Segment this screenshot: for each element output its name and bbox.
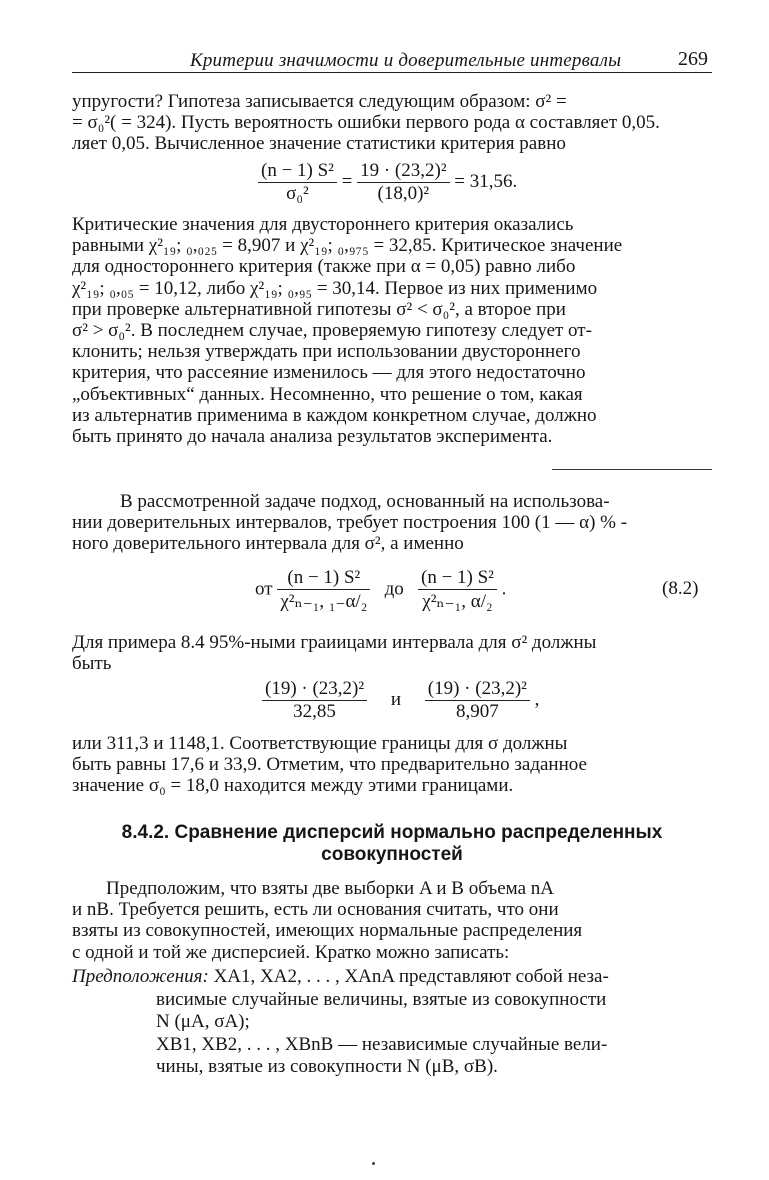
- assumptions-label: Предположения:: [72, 966, 209, 987]
- text-line: висимые случайные величины, взятые из совокупности: [156, 988, 607, 1010]
- fraction: $\frac{\text{(19) · (23,2)²}}{32,85}$: [262, 678, 367, 723]
- paragraph-1: [72, 91, 712, 155]
- text-line: χ²₁₉; ₀,₀₅ = 10,12, либо χ²₁₉; ₀,₉₅ = 30,14. Первое из них применимо: [72, 277, 598, 299]
- text-line: из альтернатив применима в каждом конкретном случае, должно: [72, 404, 597, 426]
- fraction: $\frac{\text{(n − 1) S²}}{\text{χ²ₙ₋₁, ₁₋α/₂}}$: [277, 567, 370, 613]
- text-line: ляет 0,05. Вычисленное значение статистики критерия равно: [72, 133, 566, 155]
- text-line: Для примера 8.4 95%-ными граиицами интервала для σ² должны: [72, 632, 597, 653]
- page-number: 269: [678, 48, 708, 70]
- page-mark: [372, 1162, 375, 1165]
- text-line: ного доверительного интервала для σ², а именно: [72, 533, 464, 555]
- text-line: Критические значения для двустороннего критерия оказались: [72, 214, 574, 235]
- section-heading: 8.4.2. Сравнение дисперсий нормально распределенных совокупностей: [121, 822, 663, 865]
- text-line: или 311,3 и 1148,1. Соответствующие границы для σ должны: [72, 733, 568, 754]
- text-line: нии доверительных интервалов, требует построения 100 (1 — α) % -: [72, 512, 628, 534]
- interval-formula: от $\frac{\text{(n − 1) S²}}{\text{χ²ₙ₋₁, ₁₋α/₂}}$ до $\frac{\text{(n − 1) S²}}{\text{χ²ₙ₋₁, α/₂}}$ .: [255, 567, 507, 612]
- fraction: $\frac{\text{(n − 1) S²}}{\text{χ²ₙ₋₁, α/₂}}$: [418, 567, 497, 613]
- text-line: критерия, что рассеяние изменилось — для этого недостаточно: [72, 362, 586, 384]
- text-line: чины, взятые из совокупности N (μB, σB).: [156, 1056, 498, 1077]
- text-line: быть принято до начала анализа результатов эксперимента.: [72, 426, 553, 448]
- text-line: σ² > σ₀². В последнем случае, проверяемую гипотезу следует от-: [72, 320, 592, 342]
- fraction: $\frac{\text{19 · (23,2)²}}{\text{(18,0)²}}$: [357, 160, 449, 205]
- text-line: В рассмотренной задаче подход, основанный на использова-: [120, 491, 610, 512]
- paragraph-6: [72, 878, 712, 963]
- running-title: Критерии значимости и доверительные интервалы: [190, 50, 622, 71]
- text-line: клонить; нельзя утверждать при использовании двустороннего: [72, 341, 581, 363]
- paragraph-3: [72, 491, 712, 555]
- text-line: равными χ²₁₉; ₀,₀₂₅ = 8,907 и χ²₁₉; ₀,₉₇₅ = 32,85. Критическое значение: [72, 235, 623, 257]
- fraction: $\frac{\text{(n − 1) S²}}{\text{σ₀²}}$: [258, 160, 337, 205]
- bounds-formula: $\frac{\text{(19) · (23,2)²}}{32,85}$ и $\frac{\text{(19) · (23,2)²}}{8,907}$ ,: [262, 678, 539, 723]
- text-line: Предположим, что взяты две выборки A и B объема nA: [106, 878, 554, 899]
- text-line: XB1, XB2, . . . , XBnB — независимые случайные вели-: [156, 1033, 608, 1055]
- statistic-formula: $\frac{\text{(n − 1) S²}}{\text{σ₀²}}$ = $\frac{\text{19 · (23,2)²}}{\text{(18,0)²}}$ = 31,56.: [258, 160, 517, 205]
- text-line: взяты из совокупностей, имеющих нормальные распределения: [72, 920, 583, 942]
- text-line: для одностороннего критерия (также при α = 0,05) равно либо: [72, 256, 576, 278]
- text-line: с одной и той же дисперсией. Кратко можно записать:: [72, 941, 510, 963]
- text-line: значение σ₀ = 18,0 находится между этими границами.: [72, 775, 514, 797]
- page-header: [72, 44, 712, 74]
- equation-number: (8.2): [662, 578, 699, 599]
- fraction: $\frac{\text{(19) · (23,2)²}}{8,907}$: [425, 678, 530, 723]
- text-line: = σ₀²( = 324). Пусть вероятность ошибки первого рода α составляет 0,05.: [72, 112, 660, 134]
- text-line: и nB. Требуется решить, есть ли основания считать, что они: [72, 899, 559, 921]
- assumptions-block: [72, 966, 712, 1079]
- text-line: „объективных“ данных. Несомненно, что решение о том, какая: [72, 383, 583, 405]
- text-line: быть равны 17,6 и 33,9. Отметим, что предварительно заданное: [72, 754, 587, 776]
- section-divider: [552, 469, 712, 470]
- text-line: XA1, XA2, . . . , XAnA представляют собой неза-: [213, 966, 609, 987]
- header-rule: [72, 72, 712, 73]
- paragraph-4: [72, 632, 712, 674]
- text-line: N (μA, σA);: [156, 1011, 250, 1032]
- text-line: быть: [72, 653, 112, 675]
- paragraph-5: [72, 733, 712, 797]
- text-line: при проверке альтернативной гипотезы σ² < σ₀², а второе при: [72, 298, 566, 320]
- text-line: упругости? Гипотеза записывается следующим образом: σ² =: [72, 91, 567, 112]
- paragraph-2: [72, 214, 712, 447]
